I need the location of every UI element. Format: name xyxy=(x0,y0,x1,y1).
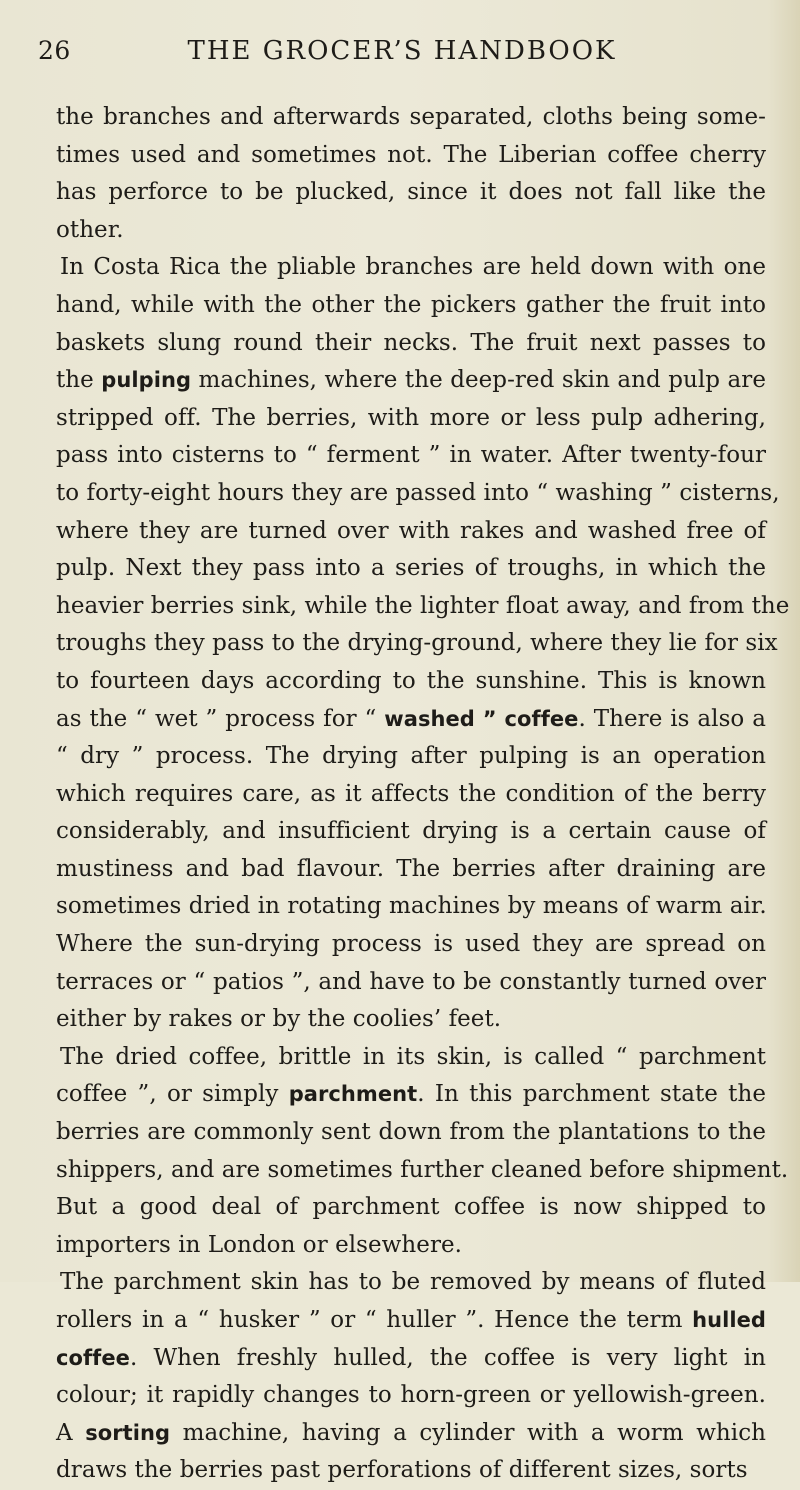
text-line: considerably, and insufficient drying is a certain cause of xyxy=(56,818,766,845)
bold-term: parchment xyxy=(288,1082,418,1107)
text-line: heavier berries sink, while the lighter float away, and from the xyxy=(56,592,790,619)
text-line: The dried coffee, brittle in its skin, is called “ parchment xyxy=(60,1043,766,1070)
text-line: Where the sun-drying process is used they are spread on xyxy=(56,931,766,958)
text-line: mustiness and bad flavour. The berries after draining are xyxy=(56,855,766,882)
text-line: sometimes dried in rotating machines by means of warm air. xyxy=(56,893,767,920)
text-line: to fourteen days according to the sunshine. This is known xyxy=(56,667,766,694)
text-line: times used and sometimes not. The Liberian coffee cherry xyxy=(56,141,766,168)
text-line: hand, while with the other the pickers gather the fruit into xyxy=(56,291,766,318)
text-line: where they are turned over with rakes and washed free of xyxy=(56,517,766,544)
text-line: either by rakes or by the coolies’ feet. xyxy=(56,1006,502,1033)
text-line: as the “ wet ” process for “ washed ” coffee. There is also a xyxy=(56,705,766,732)
text-line: to forty-eight hours they are passed into “ washing ” cisterns, xyxy=(56,479,780,506)
text-line: coffee. When freshly hulled, the coffee is very light in xyxy=(56,1344,766,1371)
text-line: draws the berries past perforations of different sizes, sorts xyxy=(56,1457,748,1484)
text-line: troughs they pass to the drying-ground, where they lie for six xyxy=(56,630,778,657)
text-line: rollers in a “ husker ” or “ huller ”. Hence the term hulled xyxy=(56,1307,766,1333)
running-head: THE GROCER’S HANDBOOK xyxy=(187,36,617,66)
text-line: terraces or “ patios ”, and have to be constantly turned over xyxy=(56,968,766,995)
text-line: shippers, and are sometimes further cleaned before shipment. xyxy=(56,1156,789,1183)
text-line: which requires care, as it affects the condition of the berry xyxy=(56,780,766,807)
text-line: other. xyxy=(56,216,124,243)
text-line: coffee ”, or simply parchment. In this parchment state the xyxy=(56,1081,766,1108)
text-line: But a good deal of parchment coffee is now shipped to xyxy=(56,1194,766,1221)
bold-term: pulping xyxy=(101,368,192,393)
text-line: stripped off. The berries, with more or less pulp adhering, xyxy=(56,404,766,431)
text-line: pass into cisterns to “ ferment ” in water. After twenty-four xyxy=(56,442,766,469)
bold-term: coffee xyxy=(56,1345,130,1370)
text-line: berries are commonly sent down from the plantations to the xyxy=(56,1119,766,1146)
text-line: A sorting machine, having a cylinder with a worm which xyxy=(56,1419,766,1446)
text-line: the branches and afterwards separated, cloths being some- xyxy=(56,104,766,130)
page-number: 26 xyxy=(38,36,71,65)
bold-term: hulled xyxy=(692,1308,766,1332)
text-line: pulp. Next they pass into a series of troughs, in which the xyxy=(56,555,766,582)
page-header xyxy=(38,36,766,76)
text-line: The parchment skin has to be removed by means of fluted xyxy=(60,1269,766,1296)
bold-term: washed ” coffee xyxy=(384,706,579,731)
text-line: “ dry ” process. The drying after pulping is an operation xyxy=(56,743,766,770)
text-line: has perforce to be plucked, since it does not fall like the xyxy=(56,179,766,206)
text-line: colour; it rapidly changes to horn-green or yellowish-green. xyxy=(56,1382,766,1409)
text-line: In Costa Rica the pliable branches are held down with one xyxy=(60,254,766,281)
bold-term: sorting xyxy=(85,1420,171,1445)
text-line: the pulping machines, where the deep-red skin and pulp are xyxy=(56,367,766,394)
text-line: baskets slung round their necks. The fruit next passes to xyxy=(56,329,766,356)
body-text xyxy=(56,99,790,1490)
text-line: importers in London or elsewhere. xyxy=(56,1231,463,1258)
